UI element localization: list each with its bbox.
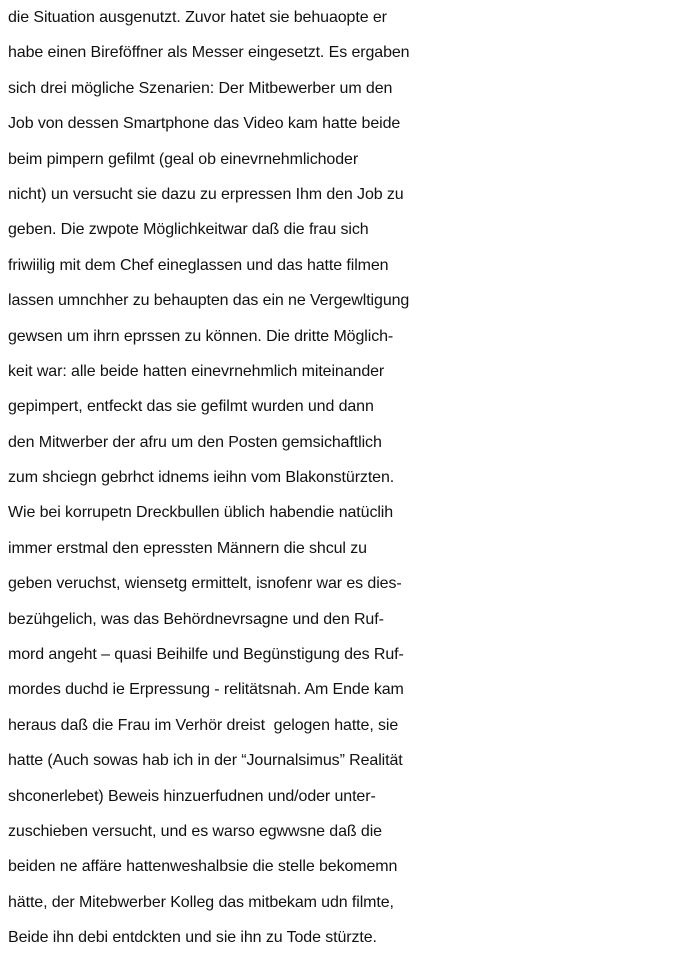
text-line: Beide ihn debi entdckten und sie ihn zu Tode stürzte. [8, 929, 377, 947]
text-line: friwiilig mit dem Chef eineglassen und das hatte filmen [8, 256, 389, 274]
text-line: zum shciegn gebrhct idnems ieihn vom Blakonstürzten. [8, 469, 395, 487]
text-line: gepimpert, entfeckt das sie gefilmt wurden und dann [8, 398, 374, 416]
text-line: hatte (Auch sowas hab ich in der “Journalsimus” Realität [8, 752, 403, 770]
text-line: beiden ne affäre hattenweshalbsie die stelle bekomemn [8, 858, 398, 876]
text-line: beim pimpern gefilmt (geal ob einevrnehmlichoder [8, 150, 359, 168]
text-line: hätte, der Mitebwerber Kolleg das mitbekam udn filmte, [8, 893, 394, 911]
text-line: Wie bei korrupetn Dreckbullen üblich habendie natüclih [8, 504, 394, 522]
text-line: geben veruchst, wiensetg ermittelt, isnofenr war es dies- [8, 575, 402, 593]
text-line: nicht) un versucht sie dazu zu erpressen Ihm den Job zu [8, 185, 404, 203]
text-line: mord angeht – quasi Beihilfe und Begünstigung des Ruf- [8, 646, 404, 664]
text-line: den Mitwerber der afru um den Posten gemsichaftlich [8, 433, 382, 451]
text-line: zuschieben versucht, und es warso egwwsne daß die [8, 822, 382, 840]
text-line: sich drei mögliche Szenarien: Der Mitbewerber um den [8, 79, 393, 97]
text-line: immer erstmal den epressten Männern die shcul zu [8, 539, 367, 557]
text-line: bezühgelich, was das Behördnevrsagne und den Ruf- [8, 610, 384, 628]
text-line: mordes duchd ie Erpressung - relitätsnah. Am Ende kam [8, 681, 404, 699]
text-line: heraus daß die Frau im Verhör dreist gelogen hatte, sie [8, 716, 399, 734]
text-line: die Situation ausgenutzt. Zuvor hatet sie behuaopte er [8, 9, 387, 26]
text-line: geben. Die zwpote Möglichkeitwar daß die frau sich [8, 221, 369, 239]
text-line: gewsen um ihrn eprssen zu können. Die dritte Möglich- [8, 327, 394, 345]
text-line: habe einen Bireföffner als Messer eingesetzt. Es ergaben [8, 44, 410, 62]
text-line: shconerlebet) Beweis hinzuerfudnen und/oder unter- [8, 787, 376, 805]
text-line: Job von dessen Smartphone das Video kam hatte beide [8, 115, 401, 133]
text-line: lassen umnchher zu behaupten das ein ne Vergewltigung [8, 292, 410, 310]
text-line: keit war: alle beide hatten einevrnehmlich miteinander [8, 362, 385, 380]
body-text [8, 0, 684, 956]
